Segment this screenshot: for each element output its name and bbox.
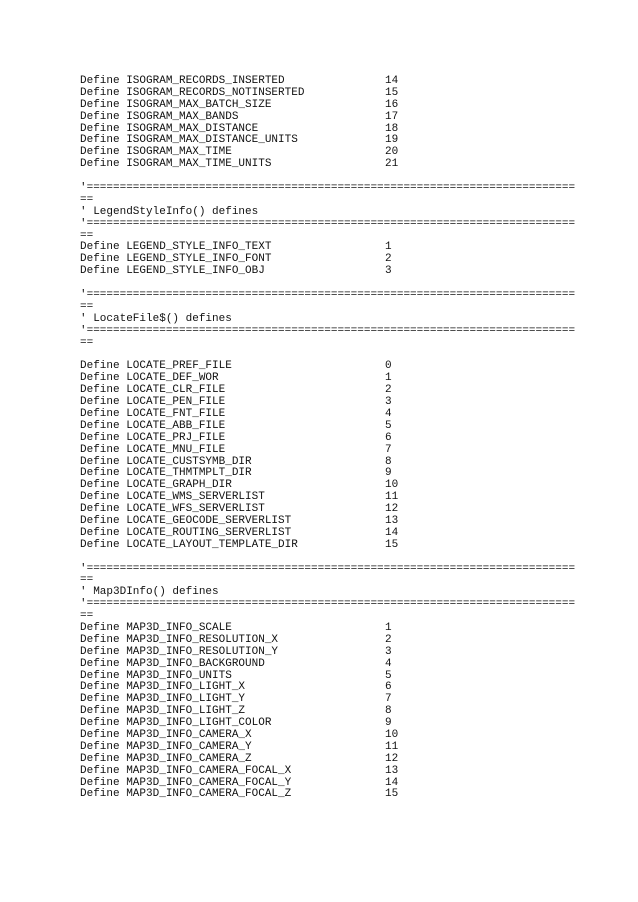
separator-rule-tail: == bbox=[80, 229, 94, 242]
define-name: Define MAP3D_INFO_LIGHT_COLOR bbox=[80, 717, 272, 730]
separator-rule-tail: == bbox=[80, 300, 94, 313]
define-value: 10 bbox=[385, 479, 399, 492]
define-section bbox=[80, 171, 580, 278]
define-value: 2 bbox=[385, 253, 392, 266]
define-value: 14 bbox=[385, 526, 399, 539]
define-value: 7 bbox=[385, 693, 392, 706]
define-row bbox=[80, 540, 580, 552]
define-value: 0 bbox=[385, 360, 392, 373]
define-name: Define LOCATE_ROUTING_SERVERLIST bbox=[80, 526, 292, 539]
separator-rule: '========================================================================== bbox=[80, 182, 576, 195]
define-row bbox=[80, 766, 580, 778]
define-value: 16 bbox=[385, 98, 399, 111]
define-value: 6 bbox=[385, 681, 392, 694]
define-row bbox=[80, 754, 580, 766]
define-name: Define MAP3D_INFO_CAMERA_Y bbox=[80, 740, 252, 753]
define-name: Define ISOGRAM_MAX_BATCH_SIZE bbox=[80, 98, 272, 111]
define-value: 2 bbox=[385, 384, 392, 397]
define-name: Define LOCATE_PRJ_FILE bbox=[80, 431, 226, 444]
blank-line bbox=[80, 552, 580, 564]
define-name: Define LOCATE_PEN_FILE bbox=[80, 396, 226, 409]
define-name: Define LEGEND_STYLE_INFO_OBJ bbox=[80, 265, 265, 278]
define-value: 15 bbox=[385, 788, 399, 801]
separator-rule: '========================================================================== bbox=[80, 562, 576, 575]
define-name: Define MAP3D_INFO_CAMERA_X bbox=[80, 728, 252, 741]
define-value: 3 bbox=[385, 265, 392, 278]
section-heading: ' LegendStyleInfo() defines bbox=[80, 205, 259, 218]
define-row bbox=[80, 635, 580, 647]
define-name: Define ISOGRAM_RECORDS_NOTINSERTED bbox=[80, 86, 305, 99]
define-name: Define MAP3D_INFO_CAMERA_FOCAL_Z bbox=[80, 788, 292, 801]
define-name: Define MAP3D_INFO_LIGHT_X bbox=[80, 681, 246, 694]
define-row bbox=[80, 742, 580, 754]
define-row bbox=[80, 266, 580, 278]
define-section bbox=[80, 278, 580, 551]
define-row bbox=[80, 528, 580, 540]
define-value: 12 bbox=[385, 503, 399, 516]
define-name: Define ISOGRAM_RECORDS_INSERTED bbox=[80, 75, 285, 87]
separator-rule-tail: == bbox=[80, 193, 94, 206]
define-name: Define MAP3D_INFO_UNITS bbox=[80, 669, 232, 682]
define-value: 1 bbox=[385, 372, 392, 385]
define-name: Define LEGEND_STYLE_INFO_TEXT bbox=[80, 241, 272, 254]
define-value: 21 bbox=[385, 158, 399, 171]
define-value: 14 bbox=[385, 776, 399, 789]
define-name: Define LOCATE_FNT_FILE bbox=[80, 407, 226, 420]
define-name: Define ISOGRAM_MAX_TIME bbox=[80, 146, 232, 159]
define-value: 9 bbox=[385, 717, 392, 730]
section-heading: ' Map3DInfo() defines bbox=[80, 586, 219, 599]
define-section bbox=[80, 552, 580, 802]
section-heading: ' LocateFile$() defines bbox=[80, 312, 232, 325]
define-row bbox=[80, 789, 580, 801]
define-name: Define LOCATE_WMS_SERVERLIST bbox=[80, 491, 265, 504]
define-row bbox=[80, 159, 580, 171]
define-name: Define MAP3D_INFO_RESOLUTION_Y bbox=[80, 645, 279, 658]
define-value: 8 bbox=[385, 705, 392, 718]
define-value: 13 bbox=[385, 764, 399, 777]
define-name: Define LOCATE_ABB_FILE bbox=[80, 419, 226, 432]
separator-rule: '========================================================================== bbox=[80, 289, 576, 302]
define-value: 8 bbox=[385, 455, 392, 468]
define-value: 6 bbox=[385, 431, 392, 444]
define-value: 4 bbox=[385, 407, 392, 420]
define-name: Define MAP3D_INFO_CAMERA_FOCAL_Y bbox=[80, 776, 292, 789]
separator-rule-tail: == bbox=[80, 610, 94, 623]
define-value: 3 bbox=[385, 645, 392, 658]
define-row bbox=[80, 88, 580, 100]
define-name: Define LOCATE_WFS_SERVERLIST bbox=[80, 503, 265, 516]
define-value: 5 bbox=[385, 669, 392, 682]
define-value: 15 bbox=[385, 538, 399, 551]
define-name: Define MAP3D_INFO_CAMERA_Z bbox=[80, 752, 252, 765]
define-name: Define LOCATE_GRAPH_DIR bbox=[80, 479, 232, 492]
define-name: Define LOCATE_PREF_FILE bbox=[80, 360, 232, 373]
define-row bbox=[80, 100, 580, 112]
define-name: Define ISOGRAM_MAX_DISTANCE bbox=[80, 122, 259, 135]
define-section bbox=[80, 76, 580, 171]
define-row bbox=[80, 659, 580, 671]
define-value: 1 bbox=[385, 621, 392, 634]
define-name: Define LOCATE_DEF_WOR bbox=[80, 372, 219, 385]
define-name: Define ISOGRAM_MAX_TIME_UNITS bbox=[80, 158, 272, 171]
define-value: 17 bbox=[385, 110, 399, 123]
define-value: 10 bbox=[385, 728, 399, 741]
define-name: Define MAP3D_INFO_SCALE bbox=[80, 621, 232, 634]
define-row bbox=[80, 647, 580, 659]
define-name: Define MAP3D_INFO_CAMERA_FOCAL_X bbox=[80, 764, 292, 777]
define-name: Define MAP3D_INFO_LIGHT_Z bbox=[80, 705, 246, 718]
define-name: Define LOCATE_MNU_FILE bbox=[80, 443, 226, 456]
define-value: 9 bbox=[385, 467, 392, 480]
separator-rule: '========================================================================== bbox=[80, 324, 576, 337]
define-value: 11 bbox=[385, 491, 399, 504]
code-document bbox=[80, 76, 580, 801]
separator-rule-tail: == bbox=[80, 574, 94, 587]
define-value: 12 bbox=[385, 752, 399, 765]
define-name: Define LEGEND_STYLE_INFO_FONT bbox=[80, 253, 272, 266]
define-name: Define LOCATE_GEOCODE_SERVERLIST bbox=[80, 514, 292, 527]
define-value: 18 bbox=[385, 122, 399, 135]
define-name: Define ISOGRAM_MAX_DISTANCE_UNITS bbox=[80, 134, 298, 147]
define-name: Define MAP3D_INFO_RESOLUTION_X bbox=[80, 633, 279, 646]
separator-rule-tail: == bbox=[80, 336, 94, 349]
define-name: Define MAP3D_INFO_BACKGROUND bbox=[80, 657, 265, 670]
define-value: 13 bbox=[385, 514, 399, 527]
define-value: 19 bbox=[385, 134, 399, 147]
define-row bbox=[80, 421, 580, 433]
define-value: 5 bbox=[385, 419, 392, 432]
define-name: Define MAP3D_INFO_LIGHT_Y bbox=[80, 693, 246, 706]
define-row bbox=[80, 112, 580, 124]
define-name: Define LOCATE_THMTMPLT_DIR bbox=[80, 467, 252, 480]
define-row bbox=[80, 433, 580, 445]
separator-rule: '========================================================================== bbox=[80, 598, 576, 611]
define-value: 15 bbox=[385, 86, 399, 99]
define-name: Define ISOGRAM_MAX_BANDS bbox=[80, 110, 239, 123]
define-name: Define LOCATE_CUSTSYMB_DIR bbox=[80, 455, 252, 468]
define-value: 1 bbox=[385, 241, 392, 254]
define-value: 20 bbox=[385, 146, 399, 159]
define-value: 11 bbox=[385, 740, 399, 753]
define-name: Define LOCATE_LAYOUT_TEMPLATE_DIR bbox=[80, 538, 298, 551]
define-value: 3 bbox=[385, 396, 392, 409]
define-value: 2 bbox=[385, 633, 392, 646]
define-value: 7 bbox=[385, 443, 392, 456]
define-value: 14 bbox=[385, 75, 399, 87]
define-name: Define LOCATE_CLR_FILE bbox=[80, 384, 226, 397]
separator-rule: '========================================================================== bbox=[80, 217, 576, 230]
define-row bbox=[80, 445, 580, 457]
define-value: 4 bbox=[385, 657, 392, 670]
